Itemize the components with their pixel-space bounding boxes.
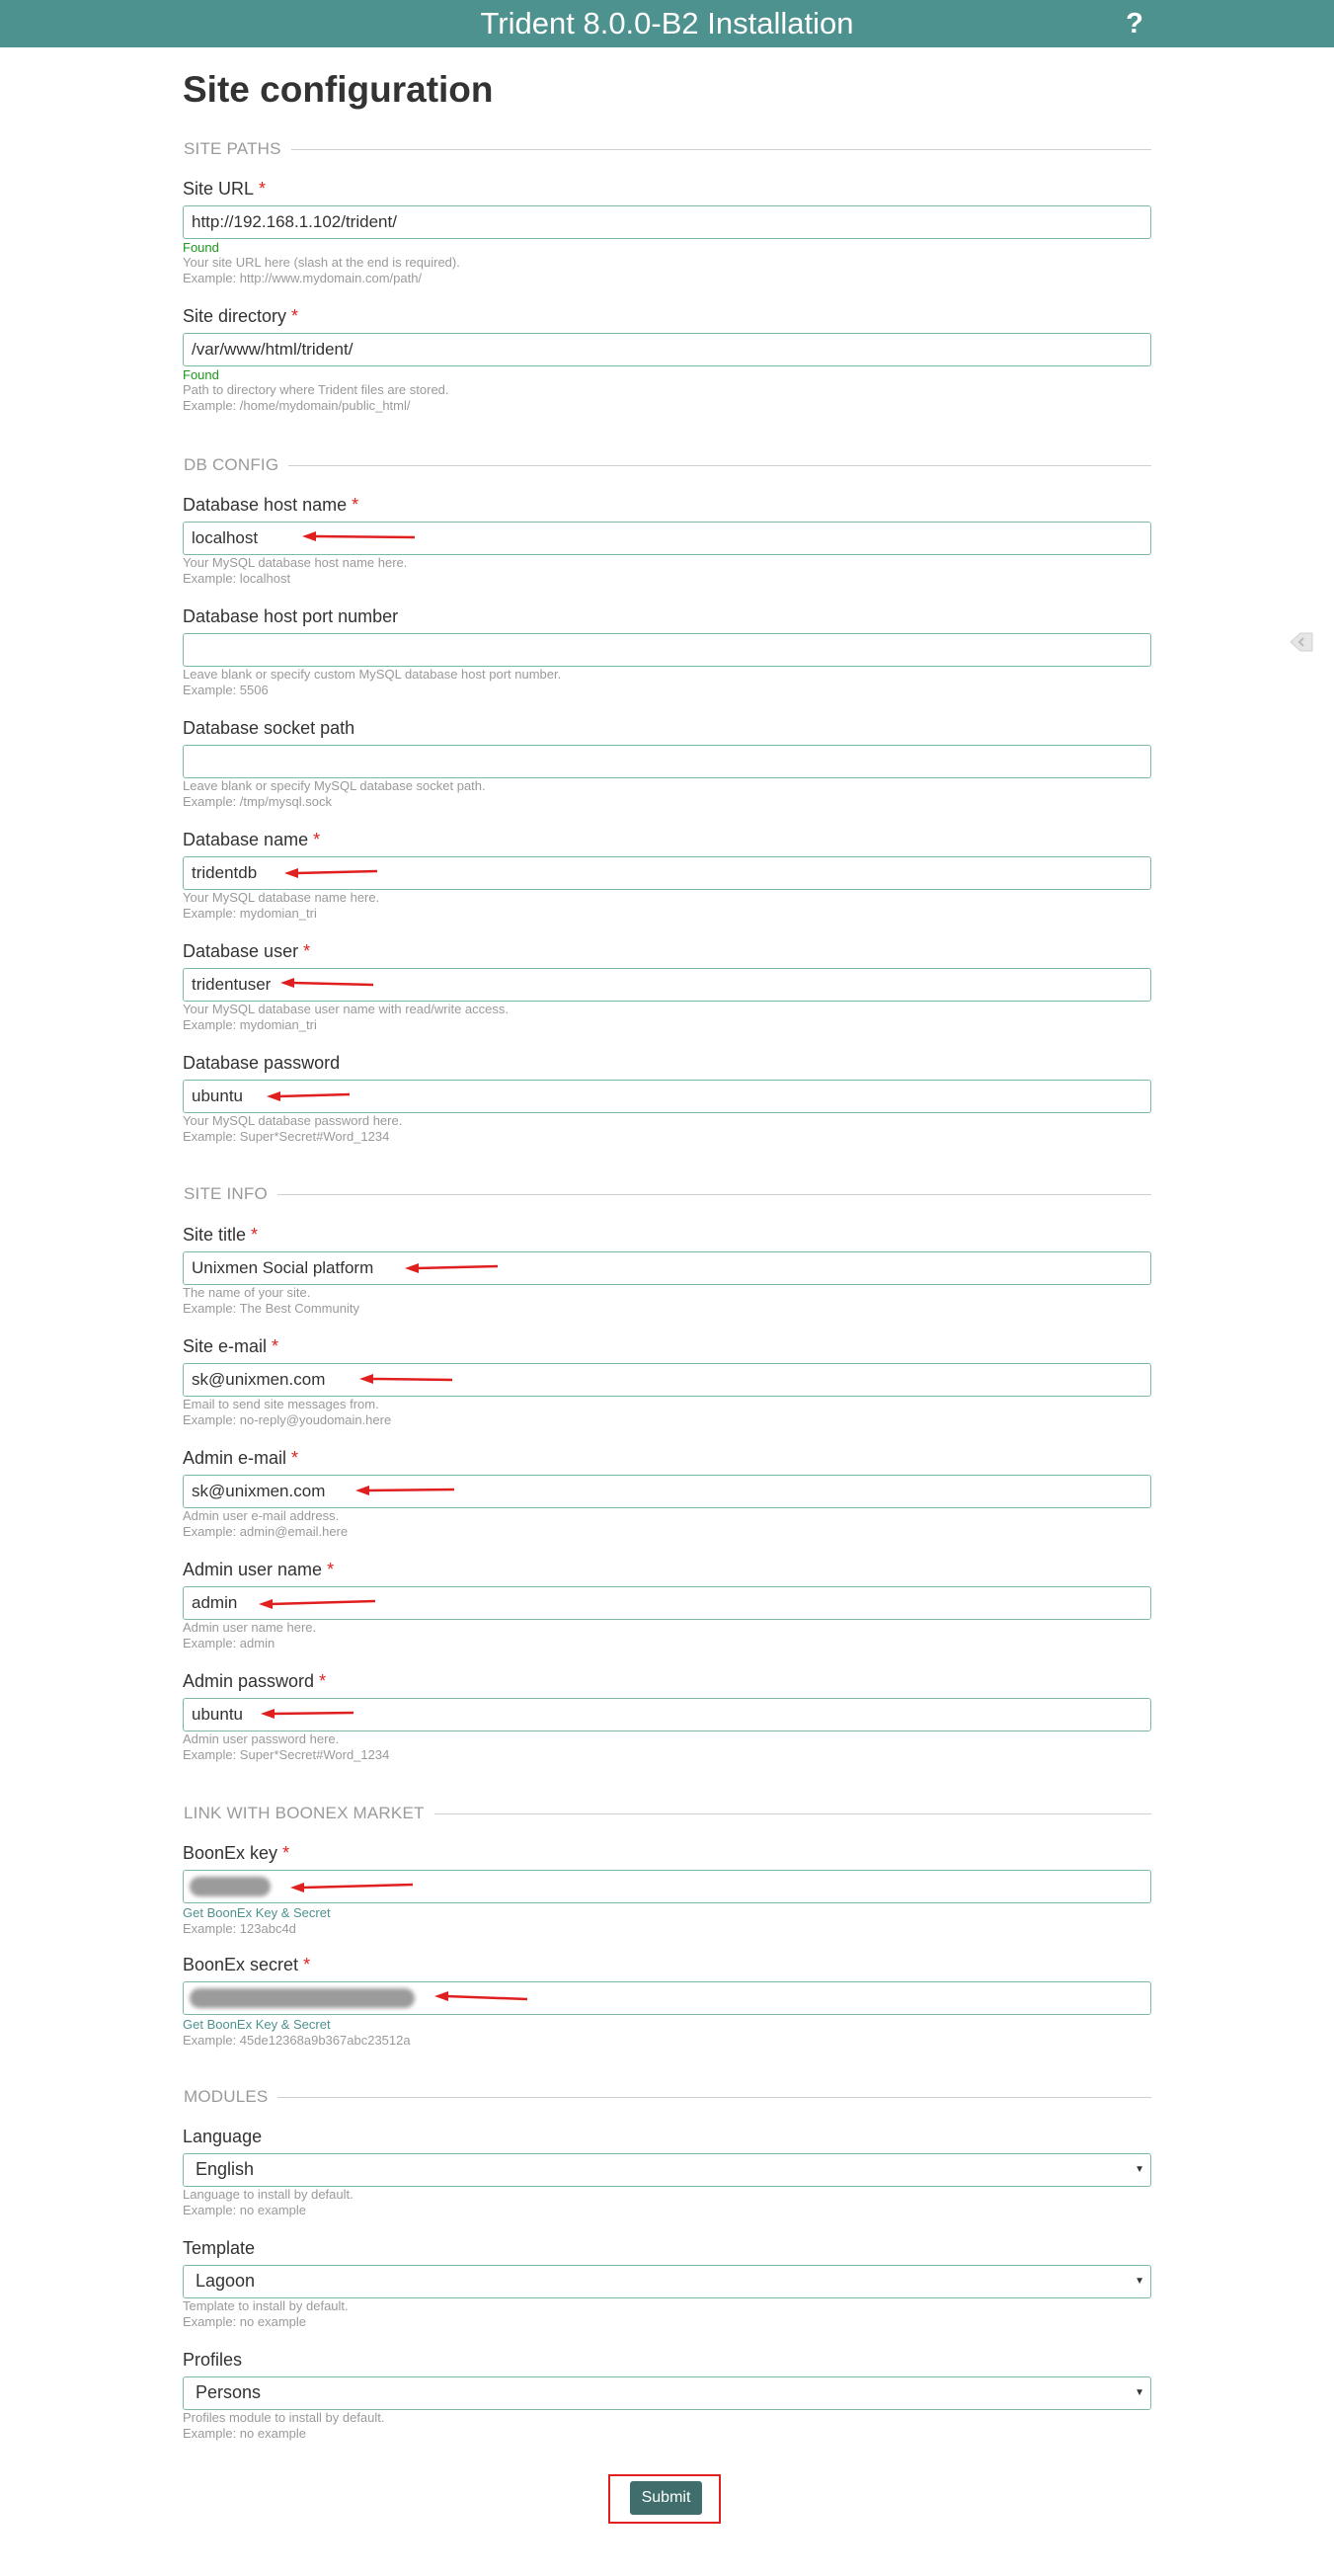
profiles-label: Profiles xyxy=(183,2350,243,2370)
boonex-secret-field: BoonEx secret * Get BoonEx Key & Secret Example: 45de12368a9b367abc23512a xyxy=(183,1952,1151,2049)
dropdown-caret-icon: ▼ xyxy=(1135,2164,1144,2175)
db-password-label: Database password xyxy=(183,1053,341,1073)
db-password-field: Database password ubuntu Your MySQL database password here. Example: Super*Secret#Word_1234 xyxy=(183,1050,1151,1145)
db-name-label: Database name xyxy=(183,830,309,849)
section-site-paths: SITE PATHS xyxy=(184,138,1151,160)
site-url-input[interactable] xyxy=(184,206,1150,237)
boonex-secret-label: BoonEx secret xyxy=(183,1955,299,1974)
site-url-status: Found xyxy=(183,240,219,255)
redacted-value xyxy=(190,1988,415,2008)
profiles-field: Profiles Persons ▼ Profiles module to install by default. Example: no example xyxy=(183,2347,1151,2442)
site-directory-label: Site directory xyxy=(183,306,287,326)
db-name-field: Database name * tridentdb Your MySQL database name here. Example: mydomian_tri xyxy=(183,827,1151,922)
site-email-input[interactable] xyxy=(184,1364,1150,1395)
language-field: Language English ▼ Language to install by default. Example: no example xyxy=(183,2124,1151,2218)
section-boonex-market: LINK WITH BOONEX MARKET xyxy=(184,1803,1151,1824)
submit-button[interactable]: Submit xyxy=(630,2481,702,2515)
boonex-key-label: BoonEx key xyxy=(183,1843,278,1863)
language-select[interactable]: English ▼ xyxy=(183,2153,1151,2187)
template-label: Template xyxy=(183,2238,256,2258)
db-port-label: Database host port number xyxy=(183,606,399,626)
admin-username-field: Admin user name * admin Admin user name here. Example: admin xyxy=(183,1557,1151,1651)
site-url-label: Site URL xyxy=(183,179,255,199)
app-title: Trident 8.0.0-B2 Installation xyxy=(480,6,854,40)
redacted-value xyxy=(190,1877,271,1896)
boonex-key-field: BoonEx key * Get BoonEx Key & Secret Example: 123abc4d xyxy=(183,1840,1151,1937)
template-field: Template Lagoon ▼ Template to install by default. Example: no example xyxy=(183,2235,1151,2330)
site-directory-input[interactable] xyxy=(184,334,1150,364)
db-port-input[interactable] xyxy=(184,634,1150,665)
admin-email-input[interactable] xyxy=(184,1476,1150,1506)
db-port-field: Database host port number Leave blank or specify custom MySQL database host port number. Example: 5506 xyxy=(183,604,1151,698)
section-db-config: DB CONFIG xyxy=(184,454,1151,476)
db-user-field: Database user * tridentuser Your MySQL database user name with read/write access. Example: mydomian_tri xyxy=(183,938,1151,1033)
dropdown-caret-icon: ▼ xyxy=(1135,2387,1144,2398)
db-host-field: Database host name * localhost Your MySQL database host name here. Example: localhost xyxy=(183,492,1151,587)
get-boonex-secret-link[interactable]: Get BoonEx Key & Secret xyxy=(183,2017,331,2032)
admin-password-input[interactable] xyxy=(184,1699,1150,1730)
admin-email-label: Admin e-mail xyxy=(183,1448,287,1468)
site-directory-status: Found xyxy=(183,367,219,382)
db-socket-label: Database socket path xyxy=(183,718,355,738)
db-user-label: Database user xyxy=(183,941,299,961)
boonex-key-input[interactable] xyxy=(184,1871,1150,1901)
db-socket-field: Database socket path Leave blank or specify MySQL database socket path. Example: /tmp/mysql.sock xyxy=(183,715,1151,810)
site-url-field: Site URL * http://192.168.1.102/trident/ Found Your site URL here (slash at the end is required). Example: http://www.mydomain.com/path/ xyxy=(183,176,1151,286)
section-site-info: SITE INFO xyxy=(184,1183,1151,1205)
side-panel-toggle-icon[interactable] xyxy=(1289,631,1314,653)
admin-password-field: Admin password * ubuntu Admin user password here. Example: Super*Secret#Word_1234 xyxy=(183,1668,1151,1763)
admin-password-label: Admin password xyxy=(183,1671,315,1691)
admin-username-input[interactable] xyxy=(184,1587,1150,1618)
help-button[interactable]: ? xyxy=(1126,8,1143,40)
site-title-label: Site title xyxy=(183,1225,247,1245)
language-label: Language xyxy=(183,2127,263,2146)
dropdown-caret-icon: ▼ xyxy=(1135,2276,1144,2287)
db-user-input[interactable] xyxy=(184,969,1150,1000)
db-name-input[interactable] xyxy=(184,857,1150,888)
db-host-label: Database host name xyxy=(183,495,348,515)
site-email-label: Site e-mail xyxy=(183,1336,268,1356)
db-password-input[interactable] xyxy=(184,1081,1150,1111)
section-modules: MODULES xyxy=(184,2086,1151,2108)
db-host-input[interactable] xyxy=(184,523,1150,553)
admin-username-label: Admin user name xyxy=(183,1560,323,1579)
admin-email-field: Admin e-mail * sk@unixmen.com Admin user e-mail address. Example: admin@email.here xyxy=(183,1445,1151,1540)
site-title-input[interactable] xyxy=(184,1252,1150,1283)
db-socket-input[interactable] xyxy=(184,746,1150,776)
template-select[interactable]: Lagoon ▼ xyxy=(183,2265,1151,2298)
site-email-field: Site e-mail * sk@unixmen.com Email to send site messages from. Example: no-reply@youdomain.here xyxy=(183,1333,1151,1428)
site-title-field: Site title * Unixmen Social platform The name of your site. Example: The Best Community xyxy=(183,1222,1151,1317)
get-boonex-key-link[interactable]: Get BoonEx Key & Secret xyxy=(183,1905,331,1920)
header-bar xyxy=(0,0,1334,47)
profiles-select[interactable]: Persons ▼ xyxy=(183,2376,1151,2410)
page-title: Site configuration xyxy=(183,69,494,110)
site-directory-field: Site directory * /var/www/html/trident/ Found Path to directory where Trident files are stored. Example: /home/mydomain/public_html/ xyxy=(183,303,1151,414)
